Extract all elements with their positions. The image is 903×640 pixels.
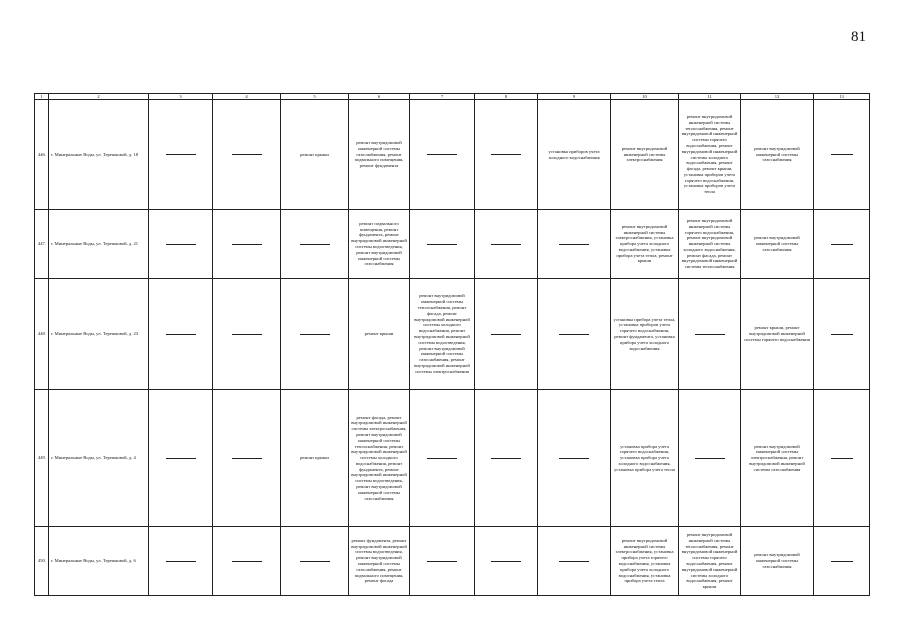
column-header: 8 xyxy=(475,94,538,100)
row-number: 449. xyxy=(35,390,49,527)
empty-dash xyxy=(831,561,853,562)
row-number: 450. xyxy=(35,527,49,596)
empty-dash xyxy=(232,244,262,245)
empty-dash xyxy=(232,561,262,562)
address-cell: г. Минеральные Воды, ул. Терешковой, д. 21 xyxy=(49,210,149,279)
table-cell: ремонт внутридомовой инженерной системы электроснабжения xyxy=(611,100,679,210)
table-cell: ремонт фасада, ремонт внутридомовой инженерной системы электроснабжения, ремонт внутридомовой инженерной системы теплоснабжения, ремонт внутридомовой инженерной системы холодного водоснабжения, ремонт фундамента, ремонт внутридомовой инженерной системы водоотведения, ремонт внутридомовой инженерной системы газоснабжения xyxy=(349,390,410,527)
address-cell: г. Минеральные Воды, ул. Терешковой, д. 6 xyxy=(49,527,149,596)
table-cell xyxy=(475,527,538,596)
table-cell xyxy=(149,279,213,390)
column-header: 4 xyxy=(213,94,281,100)
empty-dash xyxy=(831,458,853,459)
table-cell: ремонт фундамента, ремонт внутридомовой инженерной системы водоотведения, ремонт внутридомовой инженерной системы газоснабжения, ремонт подвального помещения, ремонт фасада xyxy=(349,527,410,596)
empty-dash xyxy=(300,244,330,245)
table-cell xyxy=(814,210,870,279)
table-cell: ремонт внутридомовой инженерной системы теплоснабжения, ремонт фасада, ремонт внутридомовой инженерной системы холодного водоснабжения, ремонт внутридомовой инженерной системы водоотведения, ремонт внутридомовой инженерной системы газоснабжения, ремонт внутридомовой инженерной системы электроснабжения xyxy=(410,279,475,390)
column-header: 12 xyxy=(741,94,814,100)
table-cell xyxy=(213,527,281,596)
table-cell xyxy=(475,279,538,390)
empty-dash xyxy=(166,458,196,459)
column-header: 3 xyxy=(149,94,213,100)
table-cell xyxy=(679,390,741,527)
table-cell: ремонт крыши xyxy=(281,100,349,210)
table-cell xyxy=(538,210,611,279)
table-cell: ремонт внутридомовой инженерной системы электроснабжения, установка прибора учета холодного водоснабжения, установка прибора учета тепла, ремонт крыши xyxy=(611,210,679,279)
table-cell xyxy=(149,527,213,596)
column-header: 11 xyxy=(679,94,741,100)
table-cell xyxy=(213,279,281,390)
address-cell: г. Минеральные Воды, ул. Терешковой, д. 4 xyxy=(49,390,149,527)
table-row xyxy=(35,210,870,279)
empty-dash xyxy=(491,154,521,155)
table-cell xyxy=(410,100,475,210)
empty-dash xyxy=(831,154,853,155)
table-cell xyxy=(149,210,213,279)
table-row xyxy=(35,279,870,390)
table-cell xyxy=(281,210,349,279)
table-cell xyxy=(410,210,475,279)
address-cell: г. Минеральные Воды, ул. Терешковой, д. 23 xyxy=(49,279,149,390)
column-header: 5 xyxy=(281,94,349,100)
empty-dash xyxy=(491,458,521,459)
table-cell xyxy=(475,210,538,279)
empty-dash xyxy=(695,458,725,459)
table-cell: установка прибора учета тепла, установка приборов учета горячего водоснабжения, ремонт фундамента, установка прибора учета холодного водоснабжения xyxy=(611,279,679,390)
column-header: 6 xyxy=(349,94,410,100)
column-header: 2 xyxy=(49,94,149,100)
table-cell xyxy=(410,527,475,596)
address-cell: г. Минеральные Воды, ул. Терешковой, д. 18 xyxy=(49,100,149,210)
column-header: 1 xyxy=(35,94,49,100)
table-cell: ремонт внутридомовой инженерной системы теплоснабжения, ремонт внутридомовой инженерной системы горячего водоснабжения, ремонт внутридомовой инженерной системы холодного водоснабжения, ремонт крыши xyxy=(679,527,741,596)
empty-dash xyxy=(695,334,725,335)
column-header: 10 xyxy=(611,94,679,100)
table-cell xyxy=(538,390,611,527)
table-cell xyxy=(281,279,349,390)
table-cell xyxy=(814,390,870,527)
table-cell xyxy=(213,100,281,210)
table-cell xyxy=(814,527,870,596)
table-cell xyxy=(149,390,213,527)
empty-dash xyxy=(559,334,589,335)
empty-dash xyxy=(427,561,457,562)
column-header: 7 xyxy=(410,94,475,100)
table-row xyxy=(35,527,870,596)
table-cell: ремонт внутридомовой инженерной системы теплоснабжения, ремонт внутридомовой инженерной системы горячего водоснабжения, ремонт внутридомовой инженерной системы холодного водоснабжения, ремонт фасада, ремонт крыши, установка приборов учета горячего водоснабжения, установка приборов учета тепла xyxy=(679,100,741,210)
table-row xyxy=(35,100,870,210)
table-cell xyxy=(410,390,475,527)
table-cell xyxy=(213,390,281,527)
table-cell: ремонт внутридомовой инженерной системы газоснабжения, ремонт подвального помещения, ремонт фундамента xyxy=(349,100,410,210)
table-cell: ремонт внутридомовой инженерной системы горячего водоснабжения, ремонт внутридомовой инженерной системы холодного водоснабжения, ремонт фасада, ремонт внутридомовой инженерной системы теплоснабжения xyxy=(679,210,741,279)
empty-dash xyxy=(300,334,330,335)
empty-dash xyxy=(491,244,521,245)
table-cell: ремонт крыши, ремонт внутридомовой инженерной системы горячего водоснабжения xyxy=(741,279,814,390)
table-cell: ремонт внутридомовой инженерной системы газоснабжения xyxy=(741,100,814,210)
table-cell: ремонт подвального помещения, ремонт фундамента, ремонт внутридомовой инженерной системы водоотведения, ремонт внутридомовой инженерной системы газоснабжения xyxy=(349,210,410,279)
table-cell xyxy=(538,527,611,596)
empty-dash xyxy=(491,561,521,562)
empty-dash xyxy=(427,154,457,155)
table-cell: ремонт внутридомовой инженерной системы газоснабжения xyxy=(741,210,814,279)
empty-dash xyxy=(232,458,262,459)
table-cell xyxy=(213,210,281,279)
empty-dash xyxy=(166,154,196,155)
column-header: 13 xyxy=(814,94,870,100)
empty-dash xyxy=(232,334,262,335)
table-row xyxy=(35,390,870,527)
table-cell xyxy=(538,279,611,390)
table-cell xyxy=(281,527,349,596)
empty-dash xyxy=(427,244,457,245)
row-number: 447. xyxy=(35,210,49,279)
table-cell xyxy=(814,100,870,210)
empty-dash xyxy=(166,244,196,245)
table-cell xyxy=(679,279,741,390)
table-cell: ремонт внутридомовой инженерной системы электроснабжения, ремонт внутридомовой инженерной системы газоснабжения xyxy=(741,390,814,527)
empty-dash xyxy=(166,334,196,335)
table-cell: ремонт внутридомовой инженерной системы электроснабжения, установка прибора учета горячего водоснабжения, установка прибора учета холодного водоснабжения, установка прибора учета тепла xyxy=(611,527,679,596)
table-cell: ремонт внутридомовой инженерной системы газоснабжения xyxy=(741,527,814,596)
table-cell: установка приборов учета холодного водоснабжения xyxy=(538,100,611,210)
empty-dash xyxy=(559,458,589,459)
column-header: 9 xyxy=(538,94,611,100)
table-cell xyxy=(814,279,870,390)
empty-dash xyxy=(831,334,853,335)
table-cell xyxy=(149,100,213,210)
table-cell xyxy=(475,100,538,210)
empty-dash xyxy=(166,561,196,562)
table-cell: ремонт крыши xyxy=(281,390,349,527)
table-cell: установка прибора учета горячего водоснабжения, установка прибора учета холодного водоснабжения, установка прибора учета тепла xyxy=(611,390,679,527)
empty-dash xyxy=(559,244,589,245)
page-number: 81 xyxy=(851,29,866,45)
table-cell xyxy=(475,390,538,527)
table-cell: ремонт крыши xyxy=(349,279,410,390)
empty-dash xyxy=(427,458,457,459)
empty-dash xyxy=(232,154,262,155)
empty-dash xyxy=(831,244,853,245)
capital-repair-table xyxy=(34,93,870,596)
row-number: 446. xyxy=(35,100,49,210)
empty-dash xyxy=(300,561,330,562)
empty-dash xyxy=(559,561,589,562)
row-number: 448. xyxy=(35,279,49,390)
empty-dash xyxy=(491,334,521,335)
